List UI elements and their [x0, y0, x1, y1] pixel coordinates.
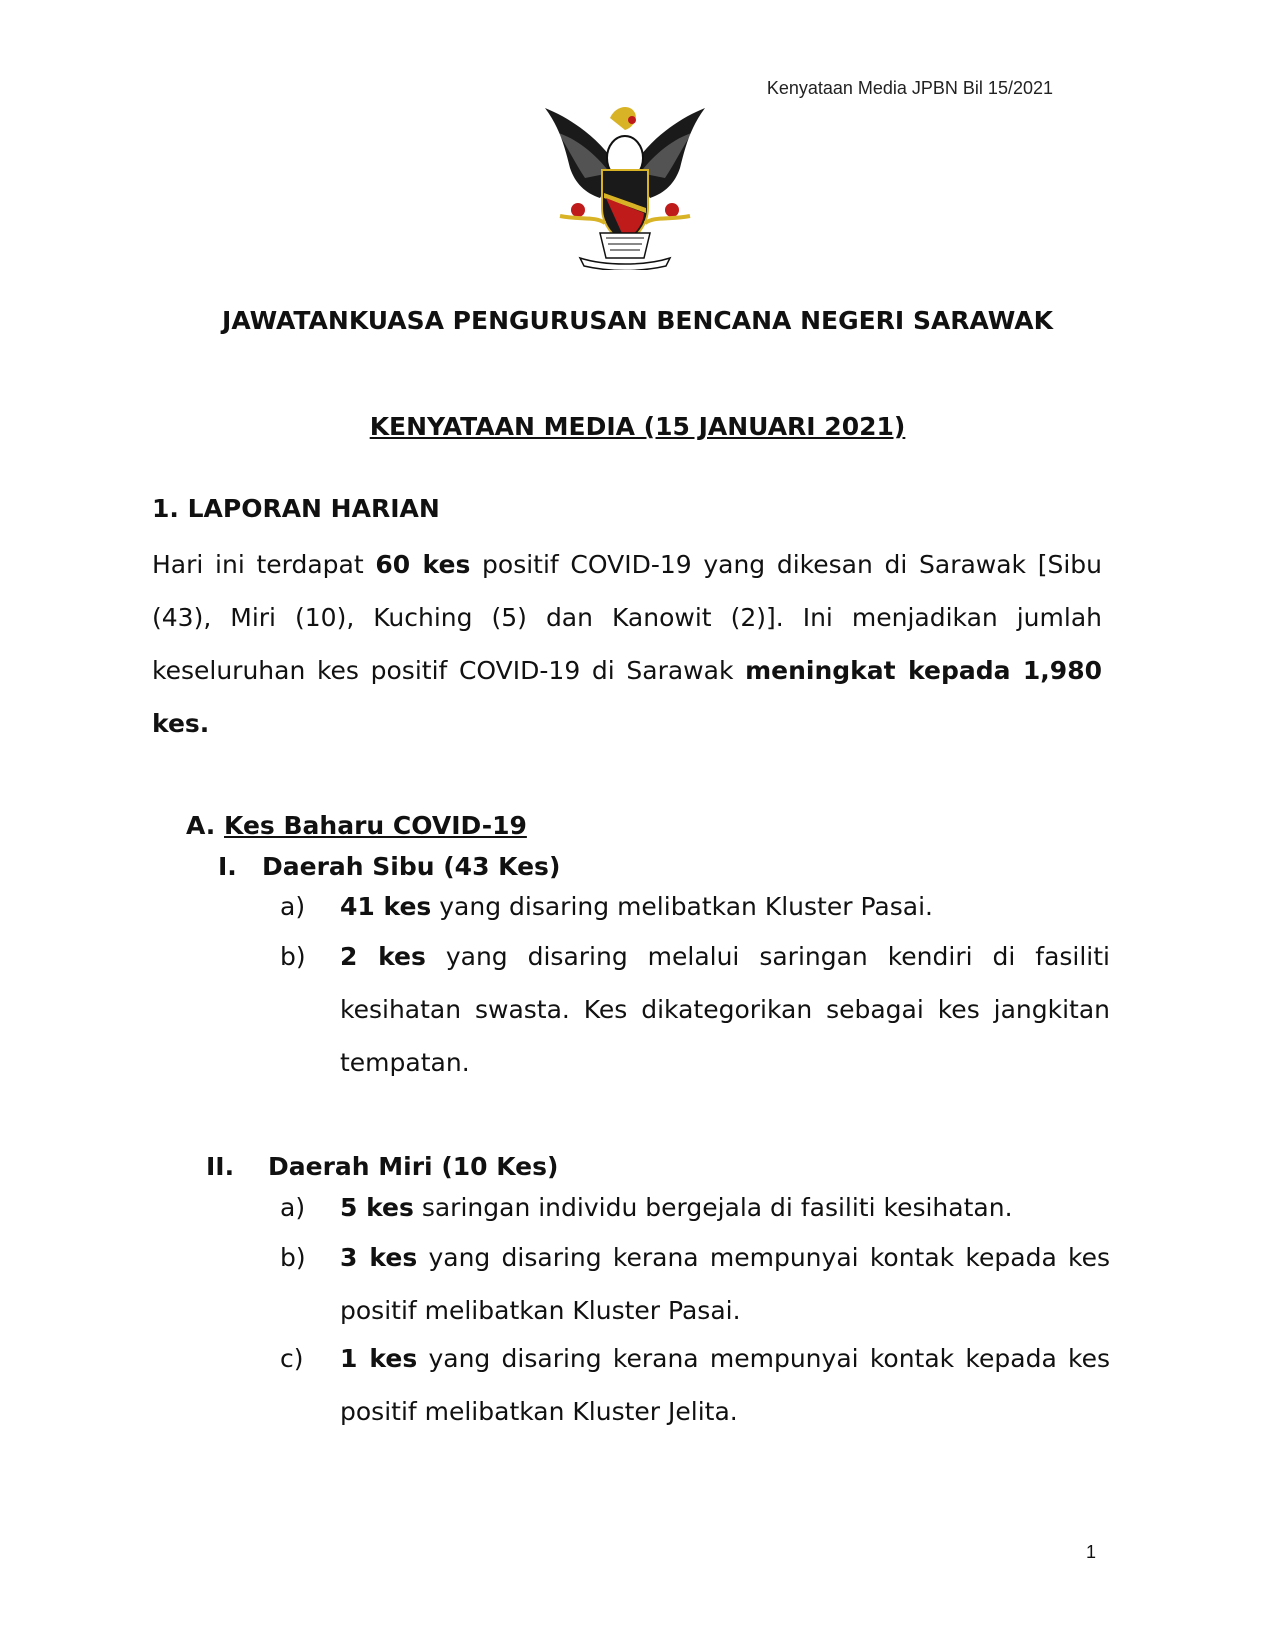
item-label: b) [280, 942, 306, 971]
miri-heading: Daerah Miri (10 Kes) [268, 1152, 559, 1181]
page-number: 1 [1086, 1542, 1097, 1562]
para-text-2: positif COVID-19 yang dikesan di Sarawak [Sibu (43), Miri (10), Kuching (5) dan Kanowit (2)]. Ini menjadikan jumlah keseluruhan kes positif COVID-19 di Sarawak [152, 550, 1102, 685]
miri-numeral: II. [206, 1152, 235, 1181]
item-label: c) [280, 1344, 304, 1373]
item-bold: 41 kes [340, 892, 432, 921]
sibu-numeral: I. [218, 852, 237, 881]
sibu-item-b [280, 930, 1110, 1089]
item-bold: 1 kes [340, 1344, 418, 1373]
item-text: saringan individu bergejala di fasiliti kesihatan. [413, 1193, 1013, 1222]
item-bold: 2 kes [340, 942, 426, 971]
item-bold: 5 kes [340, 1193, 414, 1222]
section-a-title: Kes Baharu COVID-19 [224, 811, 527, 840]
item-text: yang disaring melalui saringan kendiri di fasiliti kesihatan swasta. Kes dikategorikan sebagai kes jangkitan tempatan. [340, 942, 1110, 1077]
para-bold-1: 60 kes [375, 550, 471, 579]
miri-item-c [280, 1332, 1110, 1438]
item-label: b) [280, 1243, 306, 1272]
section-a-heading [186, 811, 527, 840]
sibu-item-a [280, 880, 1110, 933]
daily-report-paragraph [152, 538, 1102, 750]
para-text-1: Hari ini terdapat [152, 550, 376, 579]
item-label: a) [280, 1193, 306, 1222]
item-text: yang disaring melibatkan Kluster Pasai. [431, 892, 933, 921]
statement-title: KENYATAAN MEDIA (15 JANUARI 2021) [369, 412, 906, 441]
committee-title: JAWATANKUASA PENGURUSAN BENCANA NEGERI SARAWAK [222, 306, 1053, 335]
sibu-heading: Daerah Sibu (43 Kes) [262, 852, 561, 881]
miri-item-b [280, 1231, 1110, 1337]
item-text: yang disaring kerana mempunyai kontak kepada kes positif melibatkan Kluster Jelita. [340, 1344, 1111, 1426]
item-bold: 3 kes [340, 1243, 418, 1272]
header-reference: Kenyataan Media JPBN Bil 15/2021 [766, 78, 1053, 98]
section-1-heading: 1. LAPORAN HARIAN [152, 494, 440, 523]
para-bold-2: meningkat kepada 1,980 kes. [152, 656, 1102, 738]
item-label: a) [280, 892, 306, 921]
item-text: yang disaring kerana mempunyai kontak kepada kes positif melibatkan Kluster Pasai. [340, 1243, 1111, 1325]
sarawak-coat-of-arms-icon [540, 98, 710, 270]
section-a-prefix: A. [186, 811, 225, 840]
miri-item-a [280, 1181, 1110, 1234]
